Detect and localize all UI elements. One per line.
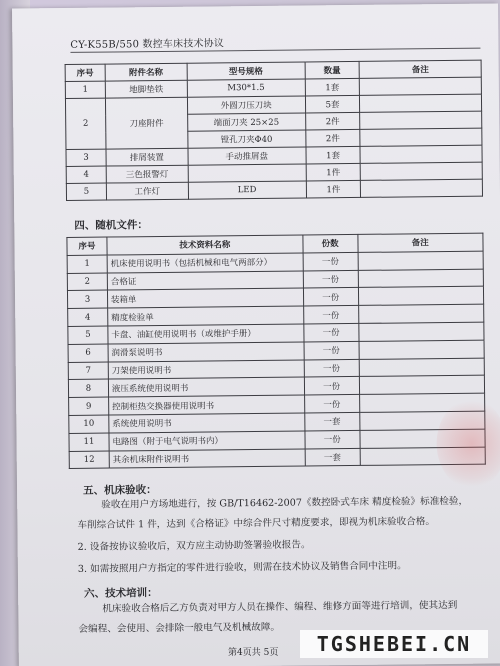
documents-table-body (67, 251, 485, 469)
cell-no: 4 (66, 166, 106, 183)
training-paragraph-line-1: 机床验收合格后乙方负责对甲方人员在操作、编程、维修方面等进行培训，使其达到 (102, 599, 458, 615)
accessories-table (65, 60, 483, 201)
cell-name: 排屑装置 (106, 148, 188, 166)
cell-no: 3 (66, 149, 106, 166)
cell-note (358, 304, 484, 323)
cell-copies: 一套 (305, 412, 360, 430)
cell-name: 地脚垫铁 (105, 80, 187, 98)
cell-no: 9 (69, 397, 109, 415)
cell-copies: 一份 (304, 377, 359, 395)
document-page (12, 3, 500, 666)
cell-copies: 一份 (304, 323, 359, 341)
cell-no: 7 (68, 362, 108, 380)
acceptance-item-2: 2. 设备按协议验收后，双方应主动协助签署验收报告。 (77, 539, 311, 553)
cell-doc-name: 其余机床附件说明书 (109, 449, 305, 469)
cell-note (358, 287, 484, 306)
cell-doc-name: 卡盘、油缸使用说明书（或维护手册） (108, 324, 304, 344)
cell-copies: 一份 (304, 359, 359, 377)
cell-spec: 外圆刀压刀块 (187, 96, 305, 114)
col-header-name: 附件名称 (105, 63, 187, 81)
cell-note (360, 128, 482, 146)
cell-qty: 1套 (306, 146, 361, 164)
cell-doc-name: 刀架使用说明书 (108, 360, 304, 380)
documents-table (66, 233, 485, 470)
col-header-spec: 型号规格 (187, 62, 305, 80)
cell-note (361, 162, 483, 180)
cell-no: 5 (66, 183, 106, 200)
cell-doc-name: 液压系统使用说明书 (108, 377, 304, 397)
cell-note (359, 375, 485, 394)
document-header: CY-K55B/550 数控车床技术协议 (70, 38, 225, 51)
col-header-copies: 份数 (303, 234, 358, 252)
col-header-doc-name: 技术资料名称 (107, 235, 303, 255)
col-header-note: 备注 (359, 60, 481, 78)
cell-qty: 2件 (305, 129, 360, 147)
cell-no: 12 (69, 451, 109, 469)
acceptance-paragraph-line-2: 车削综合试件 1 件，达到《合格证》中综合件尺寸精度要求，即视为机床验收合格。 (77, 516, 436, 531)
cell-no: 1 (67, 255, 107, 273)
cell-copies: 一份 (303, 306, 358, 324)
cell-name: 刀座附件 (105, 97, 187, 149)
cell-doc-name: 控制柜热交换器使用说明书 (108, 395, 304, 415)
cell-qty: 1件 (306, 180, 361, 198)
cell-qty: 2件 (305, 112, 360, 130)
cell-copies: 一份 (304, 341, 359, 359)
site-watermark: TGSHEBEI.CN (300, 630, 488, 658)
cell-copies: 一份 (303, 252, 358, 270)
col-header-qty: 数量 (305, 61, 360, 79)
page-number: 第4页共 5页 (228, 648, 279, 658)
cell-note (358, 269, 484, 288)
cell-no: 2 (67, 273, 107, 291)
cell-no: 3 (67, 290, 107, 308)
cell-copies: 一份 (304, 395, 359, 413)
cell-note (360, 145, 482, 163)
col-header-no: 序号 (67, 237, 107, 255)
table-row (69, 447, 485, 469)
cell-qty: 5套 (305, 95, 360, 113)
cell-doc-name: 润滑泵说明书 (108, 342, 304, 362)
col-header-no: 序号 (65, 64, 105, 81)
cell-no: 5 (68, 326, 108, 344)
cell-doc-name: 机床使用说明书（包括机械和电气两部分） (107, 253, 303, 273)
cell-copies: 一套 (305, 448, 360, 466)
cell-no: 1 (65, 81, 105, 98)
cell-qty: 1件 (306, 163, 361, 181)
cell-note (359, 340, 485, 359)
cell-spec: LED (188, 181, 306, 199)
section-6-title: 六、技术培训： (84, 587, 158, 600)
cell-spec: 镗孔刀夹Φ40 (188, 130, 306, 148)
cell-spec: 手动推屑盘 (188, 147, 306, 165)
cell-name: 工作灯 (106, 182, 188, 200)
cell-note (360, 77, 482, 95)
cell-doc-name: 精度检验单 (108, 306, 304, 326)
cell-qty: 1套 (305, 78, 360, 96)
cell-spec (188, 164, 306, 182)
cell-spec: 端面刀夹 25×25 (187, 113, 305, 131)
cell-note (359, 358, 485, 377)
cell-no: 6 (68, 344, 108, 362)
cell-doc-name: 电路图（附于电气说明书内） (109, 431, 305, 451)
cell-spec: M30*1.5 (187, 79, 305, 97)
cell-doc-name: 合格证 (107, 271, 303, 291)
cell-no: 4 (68, 308, 108, 326)
cell-note (360, 94, 482, 112)
cell-note (358, 251, 484, 270)
cell-copies: 一份 (303, 288, 358, 306)
col-header-note: 备注 (357, 233, 483, 252)
section-4-title: 四、随机文件： (74, 219, 148, 232)
cell-no: 10 (69, 415, 109, 433)
training-paragraph-line-2: 会编程、会使用、会排除一般电气及机械故障。 (78, 621, 281, 635)
cell-doc-name: 系统使用说明书 (109, 413, 305, 433)
red-seal-stamp (436, 398, 500, 489)
cell-no: 8 (68, 379, 108, 397)
cell-copies: 一份 (303, 270, 358, 288)
cell-no: 11 (69, 433, 109, 451)
section-5-title: 五、机床验收： (83, 484, 157, 497)
cell-note (358, 322, 484, 341)
cell-name: 三色报警灯 (106, 165, 188, 183)
acceptance-paragraph-line-1: 验收在用户方场地进行，按 GB/T16462-2007《数控卧式车床 精度检验》标准检验， (101, 495, 469, 511)
cell-note (360, 111, 482, 129)
cell-no: 2 (65, 98, 105, 149)
acceptance-item-3: 3. 如需按照用户方指定的零件进行验收，则需在技术协议及销售合同中注明。 (77, 560, 407, 575)
table-row (66, 179, 482, 200)
cell-doc-name: 装箱单 (107, 288, 303, 308)
cell-copies: 一份 (305, 430, 360, 448)
cell-note (361, 179, 483, 197)
